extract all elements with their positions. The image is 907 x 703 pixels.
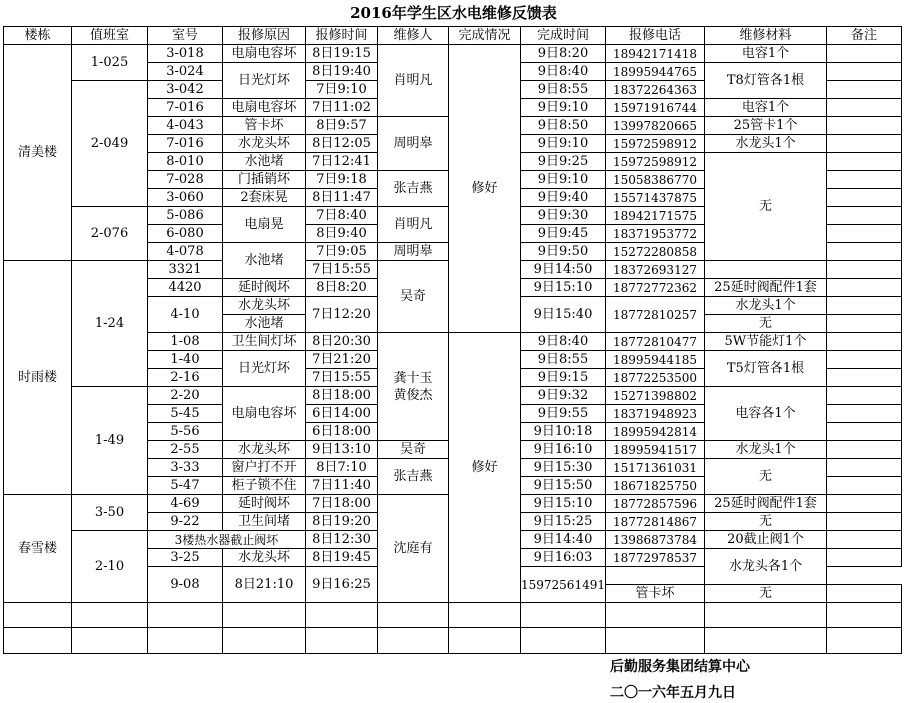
room-number-cell: 3321	[148, 261, 223, 279]
completion-time-cell: 9日8:20	[521, 45, 606, 63]
phone-cell: 15972561491	[521, 567, 606, 603]
blank-cell	[4, 628, 72, 654]
report-time-cell: 7日9:05	[306, 243, 378, 261]
completion-time-cell: 9日9:10	[521, 135, 606, 153]
completion-time-cell: 9日16:10	[521, 441, 606, 459]
column-header: 维修材料	[704, 27, 826, 45]
sheet-title: 2016年学生区水电维修反馈表	[350, 4, 557, 22]
room-number-cell: 2-16	[148, 369, 223, 387]
remarks-cell	[826, 351, 901, 369]
completion-time-cell: 9日14:40	[521, 531, 606, 549]
phone-cell: 15058386770	[605, 171, 704, 189]
completion-time-cell: 9日15:50	[521, 477, 606, 495]
blank-row	[4, 628, 902, 654]
room-number-cell: 3-25	[148, 549, 223, 567]
report-time-cell: 8日18:00	[306, 387, 378, 405]
material-cell: 25延时阀配件1套	[704, 279, 826, 297]
phone-cell: 18942171575	[605, 207, 704, 225]
remarks-cell	[826, 81, 901, 99]
room-number-cell: 5-47	[148, 477, 223, 495]
phone-cell: 18772978537	[605, 549, 704, 567]
material-cell: 水龙头1个	[704, 135, 826, 153]
phone-cell: 15971916744	[605, 99, 704, 117]
repair-reason-cell: 电扇电容坏	[223, 387, 306, 441]
material-cell: T5灯管各1根	[704, 351, 826, 387]
remarks-cell	[826, 279, 901, 297]
remarks-cell	[826, 549, 901, 567]
repairer-cell: 龚十玉 黄俊杰	[378, 333, 449, 441]
completion-time-cell: 9日9:45	[521, 225, 606, 243]
report-time-cell: 7日15:55	[306, 369, 378, 387]
repairer-cell: 吴奇	[378, 441, 449, 459]
repair-reason-cell: 窗户打不开	[223, 459, 306, 477]
column-header: 楼栋	[4, 27, 72, 45]
report-time-cell: 9日13:10	[306, 441, 378, 459]
phone-cell: 18995942814	[605, 423, 704, 441]
room-number-cell: 5-45	[148, 405, 223, 423]
remarks-cell	[826, 405, 901, 423]
completion-time-cell: 9日14:50	[521, 261, 606, 279]
blank-cell	[378, 628, 449, 654]
phone-cell: 18995944765	[605, 63, 704, 81]
completion-time-cell: 9日8:50	[521, 117, 606, 135]
completion-time-cell: 9日15:10	[521, 495, 606, 513]
blank-cell	[148, 628, 223, 654]
room-number-cell: 5-086	[148, 207, 223, 225]
repair-reason-cell: 电扇电容坏	[223, 99, 306, 117]
blank-cell	[826, 628, 901, 654]
repair-reason-cell: 水龙头坏	[223, 441, 306, 459]
material-cell: 无	[704, 459, 826, 495]
remarks-cell	[826, 135, 901, 153]
report-time-cell: 7日21:20	[306, 351, 378, 369]
material-cell: 25管卡1个	[704, 117, 826, 135]
completion-time-cell: 9日9:30	[521, 207, 606, 225]
completion-time-cell: 9日9:15	[521, 369, 606, 387]
repairer-cell: 肖明凡	[378, 207, 449, 243]
phone-cell: 18995944185	[605, 351, 704, 369]
report-time-cell: 7日12:20	[306, 297, 378, 333]
room-number-cell: 2-20	[148, 387, 223, 405]
report-time-cell: 8日19:45	[306, 549, 378, 567]
repair-reason-cell: 水龙头坏	[223, 549, 306, 567]
status-cell: 修好	[449, 45, 521, 333]
completion-time-cell: 9日9:50	[521, 243, 606, 261]
report-time-cell: 8日8:20	[306, 279, 378, 297]
remarks-cell	[826, 171, 901, 189]
material-cell: 无	[704, 585, 826, 603]
repair-reason-cell: 管卡坏	[223, 117, 306, 135]
blank-cell	[449, 628, 521, 654]
repairer-cell: 张吉燕	[378, 171, 449, 207]
material-cell: 电容1个	[704, 99, 826, 117]
completion-time-cell: 9日16:03	[521, 549, 606, 567]
material-cell: 25延时阀配件1套	[704, 495, 826, 513]
repair-reason-cell: 延时阀坏	[223, 279, 306, 297]
remarks-cell	[826, 63, 901, 81]
report-time-cell: 7日12:41	[306, 153, 378, 171]
column-header: 维修人	[378, 27, 449, 45]
room-number-cell: 9-22	[148, 513, 223, 531]
room-number-cell: 3-018	[148, 45, 223, 63]
report-time-cell: 7日9:18	[306, 171, 378, 189]
repair-reason-cell: 日光灯坏	[223, 351, 306, 387]
room-number-cell: 4420	[148, 279, 223, 297]
material-cell: 无	[704, 513, 826, 531]
blank-cell	[72, 603, 148, 628]
duty-room-cell: 1-025	[72, 45, 148, 81]
blank-cell	[605, 603, 704, 628]
room-number-cell: 3-042	[148, 81, 223, 99]
remarks-cell	[605, 567, 704, 585]
room-number-cell: 9-08	[148, 567, 223, 603]
material-cell: 无	[704, 315, 826, 333]
material-cell: 水龙头1个	[704, 297, 826, 315]
phone-cell: 15972598912	[605, 135, 704, 153]
report-time-cell: 8日21:10	[223, 567, 306, 603]
blank-cell	[148, 603, 223, 628]
room-number-cell: 3-33	[148, 459, 223, 477]
remarks-cell	[826, 225, 901, 243]
blank-cell	[826, 603, 901, 628]
phone-cell: 15171361031	[605, 459, 704, 477]
blank-cell	[605, 628, 704, 654]
material-cell	[704, 261, 826, 279]
repair-reason-cell: 柜子锁不住	[223, 477, 306, 495]
report-time-cell: 8日12:05	[306, 135, 378, 153]
room-number-cell: 7-016	[148, 99, 223, 117]
duty-room-cell: 2-076	[72, 207, 148, 261]
phone-cell: 15272280858	[605, 243, 704, 261]
status-cell: 修好	[449, 333, 521, 603]
repair-reason-cell: 延时阀坏	[223, 495, 306, 513]
phone-cell: 18942171418	[605, 45, 704, 63]
remarks-cell	[826, 585, 901, 603]
repairer-cell: 周明皋	[378, 243, 449, 261]
blank-row	[4, 603, 902, 628]
repair-reason-cell: 电扇晃	[223, 207, 306, 243]
repair-reason-cell: 卫生间堵	[223, 513, 306, 531]
report-time-cell: 8日7:10	[306, 459, 378, 477]
material-cell: 电容1个	[704, 45, 826, 63]
completion-time-cell: 9日8:55	[521, 81, 606, 99]
blank-cell	[223, 628, 306, 654]
phone-cell: 18372693127	[605, 261, 704, 279]
remarks-cell	[826, 315, 901, 333]
repairer-cell: 沈庭有	[378, 495, 449, 603]
remarks-cell	[826, 117, 901, 135]
duty-room-cell: 3-50	[72, 495, 148, 531]
phone-cell: 18772253500	[605, 369, 704, 387]
completion-time-cell: 9日9:40	[521, 189, 606, 207]
table-row	[4, 45, 902, 63]
blank-cell	[378, 603, 449, 628]
repair-reason-cell: 2套床晃	[223, 189, 306, 207]
completion-time-cell: 9日9:10	[521, 171, 606, 189]
completion-time-cell: 9日15:25	[521, 513, 606, 531]
completion-time-cell: 9日9:32	[521, 387, 606, 405]
phone-cell: 18371953772	[605, 225, 704, 243]
phone-cell: 15571437875	[605, 189, 704, 207]
column-header: 室号	[148, 27, 223, 45]
remarks-cell	[826, 99, 901, 117]
repair-reason-cell: 卫生间灯坏	[223, 333, 306, 351]
duty-room-cell: 1-24	[72, 261, 148, 387]
material-cell: T8灯管各1根	[704, 63, 826, 99]
completion-time-cell: 9日9:25	[521, 153, 606, 171]
completion-time-cell: 9日15:40	[521, 297, 606, 333]
room-number-cell: 4-043	[148, 117, 223, 135]
repairer-cell: 张吉燕	[378, 459, 449, 495]
remarks-cell	[826, 243, 901, 261]
report-time-cell: 8日12:30	[306, 531, 378, 549]
remarks-cell	[826, 513, 901, 531]
report-time-cell: 6日14:00	[306, 405, 378, 423]
remarks-cell	[826, 333, 901, 351]
remarks-cell	[826, 495, 901, 513]
duty-room-cell: 1-49	[72, 387, 148, 495]
repair-reason-cell: 日光灯坏	[223, 63, 306, 99]
repair-reason-cell: 水龙头坏	[223, 135, 306, 153]
blank-cell	[4, 603, 72, 628]
repairer-cell: 周明皋	[378, 117, 449, 171]
repair-reason-cell: 管卡坏	[605, 585, 704, 603]
column-header: 报修原因	[223, 27, 306, 45]
report-time-cell: 7日11:40	[306, 477, 378, 495]
footer-organization: 后勤服务集团结算中心	[610, 659, 750, 675]
completion-time-cell: 9日9:10	[521, 99, 606, 117]
phone-cell: 18671825750	[605, 477, 704, 495]
phone-cell: 18995941517	[605, 441, 704, 459]
remarks-cell	[826, 423, 901, 441]
report-time-cell: 6日18:00	[306, 423, 378, 441]
blank-cell	[306, 603, 378, 628]
repair-reason-cell: 水池堵	[223, 315, 306, 333]
blank-cell	[521, 603, 606, 628]
report-time-cell: 8日19:15	[306, 45, 378, 63]
completion-time-cell: 9日15:10	[521, 279, 606, 297]
phone-cell: 15271398802	[605, 387, 704, 405]
room-number-cell: 4-078	[148, 243, 223, 261]
report-time-cell: 8日20:30	[306, 333, 378, 351]
report-time-cell: 7日18:00	[306, 495, 378, 513]
column-header: 完成情况	[449, 27, 521, 45]
blank-cell	[704, 603, 826, 628]
report-time-cell: 7日9:10	[306, 81, 378, 99]
completion-time-cell: 9日9:55	[521, 405, 606, 423]
completion-time-cell: 9日8:40	[521, 63, 606, 81]
report-time-cell: 7日15:55	[306, 261, 378, 279]
phone-cell: 18372264363	[605, 81, 704, 99]
phone-cell: 13986873784	[605, 531, 704, 549]
building-cell: 时雨楼	[4, 261, 72, 495]
remarks-cell	[826, 261, 901, 279]
remarks-cell	[826, 387, 901, 405]
column-header: 报修电话	[605, 27, 704, 45]
remarks-cell	[826, 153, 901, 171]
repair-reason-cell: 水池堵	[223, 243, 306, 279]
completion-time-cell: 9日8:55	[521, 351, 606, 369]
building-cell: 清美楼	[4, 45, 72, 261]
duty-room-cell: 2-10	[72, 531, 148, 603]
material-cell: 水龙头各1个	[704, 549, 826, 585]
repair-reason-cell: 水池堵	[223, 153, 306, 171]
phone-cell: 18772772362	[605, 279, 704, 297]
blank-cell	[449, 603, 521, 628]
material-cell: 电容各1个	[704, 387, 826, 441]
completion-time-cell: 9日8:40	[521, 333, 606, 351]
blank-cell	[521, 628, 606, 654]
completion-time-cell: 9日10:18	[521, 423, 606, 441]
repairer-cell: 吴奇	[378, 261, 449, 333]
room-number-cell: 1-08	[148, 333, 223, 351]
blank-cell	[704, 628, 826, 654]
room-number-cell: 8-010	[148, 153, 223, 171]
phone-cell: 18772814867	[605, 513, 704, 531]
room-number-cell: 3-060	[148, 189, 223, 207]
room-number-cell: 7-028	[148, 171, 223, 189]
report-time-cell: 8日9:57	[306, 117, 378, 135]
phone-cell: 18772810477	[605, 333, 704, 351]
footer-date: 二〇一六年五月九日	[610, 685, 736, 701]
phone-cell: 13997820665	[605, 117, 704, 135]
completion-time-cell: 9日16:25	[306, 567, 378, 603]
report-time-cell: 8日19:20	[306, 513, 378, 531]
room-number-cell: 7-016	[148, 135, 223, 153]
repair-reason-cell: 门插销坏	[223, 171, 306, 189]
room-number-cell: 4-69	[148, 495, 223, 513]
report-time-cell: 8日19:40	[306, 63, 378, 81]
building-cell: 春雪楼	[4, 495, 72, 603]
room-number-cell: 2-55	[148, 441, 223, 459]
room-number-cell: 3-024	[148, 63, 223, 81]
column-header: 值班室	[72, 27, 148, 45]
report-time-cell: 8日9:40	[306, 225, 378, 243]
room-number-cell: 5-56	[148, 423, 223, 441]
phone-cell: 15972598912	[605, 153, 704, 171]
room-number-cell: 4-10	[148, 297, 223, 333]
material-cell: 5W节能灯1个	[704, 333, 826, 351]
repair-reason-cell: 电扇电容坏	[223, 45, 306, 63]
remarks-cell	[826, 531, 901, 549]
remarks-cell	[826, 45, 901, 63]
header-row	[4, 27, 902, 45]
blank-cell	[306, 628, 378, 654]
column-header: 备注	[826, 27, 901, 45]
report-time-cell: 7日11:02	[306, 99, 378, 117]
column-header: 报修时间	[306, 27, 378, 45]
material-cell: 水龙头1个	[704, 441, 826, 459]
phone-cell: 18371948923	[605, 405, 704, 423]
blank-cell	[72, 628, 148, 654]
remarks-cell	[826, 477, 901, 495]
blank-cell	[223, 603, 306, 628]
repair-reason-cell: 水龙头坏	[223, 297, 306, 315]
report-time-cell: 8日11:47	[306, 189, 378, 207]
remarks-cell	[826, 297, 901, 315]
phone-cell: 18772810257	[605, 297, 704, 333]
remarks-cell	[826, 441, 901, 459]
repairer-cell: 肖明凡	[378, 45, 449, 117]
duty-room-cell: 2-049	[72, 81, 148, 207]
remarks-cell	[826, 459, 901, 477]
remarks-cell	[826, 369, 901, 387]
room-number-cell: 6-080	[148, 225, 223, 243]
completion-time-cell: 9日15:30	[521, 459, 606, 477]
room-number-cell: 3楼热水器截止阀坏	[148, 531, 306, 549]
column-header: 完成时间	[521, 27, 606, 45]
repair-feedback-table	[3, 26, 902, 654]
room-number-cell: 1-40	[148, 351, 223, 369]
material-cell: 20截止阀1个	[704, 531, 826, 549]
remarks-cell	[826, 207, 901, 225]
remarks-cell	[826, 189, 901, 207]
material-cell: 无	[704, 153, 826, 261]
report-time-cell: 7日8:40	[306, 207, 378, 225]
phone-cell: 18772857596	[605, 495, 704, 513]
